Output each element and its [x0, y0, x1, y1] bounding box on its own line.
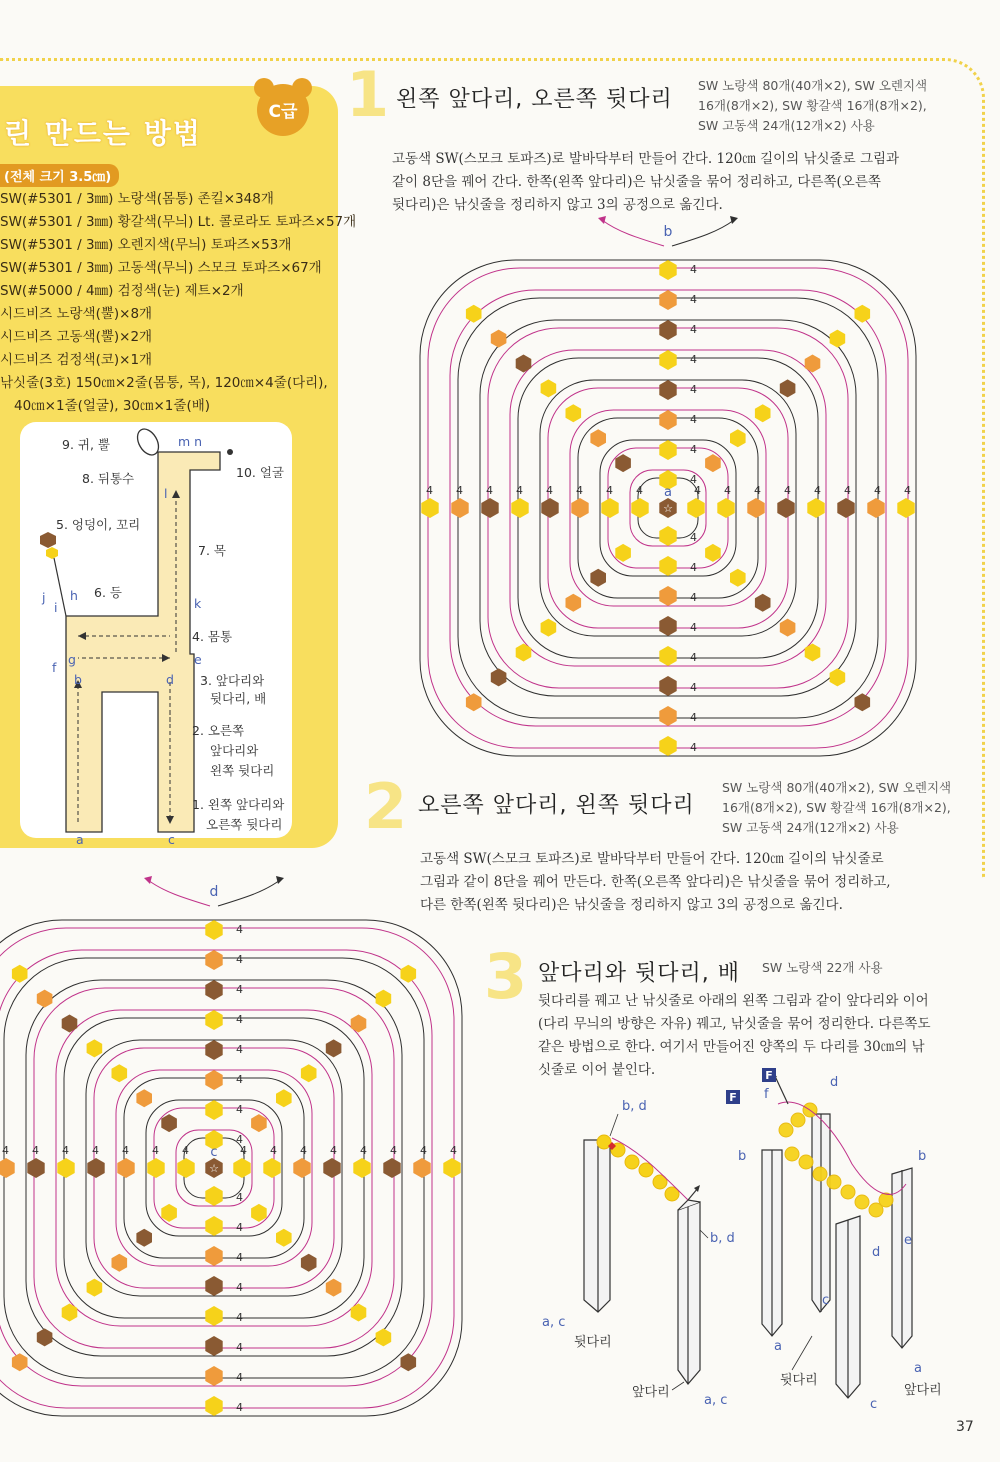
- point-l: l: [164, 486, 168, 501]
- count-label: 4: [152, 1144, 159, 1157]
- step3-right-figure: [722, 1064, 962, 1420]
- step1-number: 1: [346, 58, 390, 131]
- count-label: 4: [236, 1043, 243, 1056]
- point-a: a: [76, 832, 84, 847]
- center-label: a: [664, 485, 672, 500]
- count-label: 4: [690, 323, 697, 336]
- bead: [326, 1279, 342, 1297]
- bead: [293, 1158, 310, 1178]
- step2-bead-diagram: [0, 872, 480, 1422]
- fig-label: 뒷다리: [780, 1373, 818, 1388]
- bead: [855, 305, 871, 323]
- bead: [659, 410, 676, 430]
- fig-label: F: [765, 1069, 773, 1082]
- bead: [205, 1336, 222, 1356]
- bead: [659, 440, 676, 460]
- fig-label: b: [738, 1149, 747, 1164]
- count-label: 4: [636, 484, 643, 497]
- bead: [161, 1204, 177, 1222]
- fig-label: b, d: [622, 1099, 647, 1114]
- bead: [837, 498, 854, 518]
- bead: [136, 1229, 152, 1247]
- fig-label: c: [822, 1293, 830, 1308]
- step2-title: 오른쪽 앞다리, 왼쪽 뒷다리: [418, 793, 695, 818]
- label-step5: 5. 엉덩이, 꼬리: [56, 517, 141, 532]
- fig-label: 앞다리: [904, 1383, 942, 1398]
- count-label: 4: [690, 651, 697, 664]
- point-mn: m n: [178, 434, 203, 449]
- point-c: c: [168, 832, 175, 847]
- count-label: 4: [236, 1103, 243, 1116]
- bead: [205, 1070, 222, 1090]
- bead: [443, 1158, 460, 1178]
- bead: [687, 498, 704, 518]
- label-step8: 8. 뒤통수: [82, 471, 135, 486]
- count-label: 4: [330, 1144, 337, 1157]
- material-item: 40㎝×1줄(얼굴), 30㎝×1줄(배): [14, 398, 211, 414]
- bead: [466, 693, 482, 711]
- count-label: 4: [236, 1221, 243, 1234]
- bead: [659, 526, 676, 546]
- bead: [401, 1353, 417, 1371]
- bead: [205, 1306, 222, 1326]
- bead: [161, 1114, 177, 1132]
- bead: [631, 498, 648, 518]
- giraffe-schematic: [20, 422, 292, 847]
- arrowhead: [276, 876, 284, 884]
- materials-list: [0, 188, 356, 418]
- center-star-icon: ☆: [663, 502, 673, 515]
- bead: [566, 404, 582, 422]
- material-item: SW(#5301 / 3㎜) 노랑색(몸통) 존킬×348개: [0, 191, 274, 207]
- bead: [353, 1158, 370, 1178]
- bead: [491, 330, 507, 348]
- fig-label: 앞다리: [632, 1385, 670, 1400]
- bead: [897, 498, 914, 518]
- count-label: 4: [814, 484, 821, 497]
- bead: [755, 404, 771, 422]
- bead: [659, 556, 676, 576]
- count-label: 4: [904, 484, 911, 497]
- label-step10: 10. 얼굴: [236, 465, 285, 480]
- count-label: 4: [450, 1144, 457, 1157]
- count-label: 4: [576, 484, 583, 497]
- thread-end-arrow: [602, 220, 664, 246]
- label-step2c: 왼쪽 뒷다리: [210, 763, 275, 778]
- count-label: 4: [236, 923, 243, 936]
- count-label: 4: [754, 484, 761, 497]
- fig-label: d: [830, 1075, 839, 1090]
- bead: [87, 1158, 104, 1178]
- arrowhead: [144, 876, 152, 884]
- bead: [376, 990, 392, 1008]
- step2-number: 2: [364, 770, 408, 843]
- fig-label: b: [918, 1149, 927, 1164]
- count-label: 4: [516, 484, 523, 497]
- bead: [730, 569, 746, 587]
- material-item: SW(#5301 / 3㎜) 황갈색(무늬) Lt. 콜로라도 토파즈×57개: [0, 214, 357, 230]
- bead: [62, 1015, 78, 1033]
- bead: [62, 1304, 78, 1322]
- bead: [659, 646, 676, 666]
- fig-label: F: [729, 1091, 737, 1104]
- step3-instructions: 뒷다리를 꿰고 난 낚싯줄로 아래의 왼쪽 그림과 같이 앞다리와 이어 (다리 무늬의 방향은 자유) 꿰고, 낚싯줄을 묶어 정리한다. 다른쪽도 같은 방법으로 한다. 여기서 만들어진 양쪽의 두 다리를 30㎝의 낚 싯줄로 이어 붙인다.: [538, 993, 931, 1078]
- fig-label: 뒷다리: [574, 1335, 612, 1350]
- bead: [451, 498, 468, 518]
- bead: [516, 355, 532, 373]
- top-label: b: [663, 224, 673, 240]
- count-label: 4: [236, 1013, 243, 1026]
- count-label: 4: [236, 1341, 243, 1354]
- bead: [855, 693, 871, 711]
- count-label: 4: [236, 1371, 243, 1384]
- label-step4: 4. 몸통: [192, 629, 233, 644]
- bead: [705, 454, 721, 472]
- bead: [301, 1064, 317, 1082]
- count-label: 4: [690, 353, 697, 366]
- count-label: 4: [92, 1144, 99, 1157]
- thread-end-arrow: [218, 880, 280, 906]
- step1-title: 왼쪽 앞다리, 오른쪽 뒷다리: [396, 87, 673, 112]
- bead: [659, 736, 676, 756]
- count-label: 4: [690, 741, 697, 754]
- count-label: 4: [690, 621, 697, 634]
- bead: [755, 594, 771, 612]
- label-step2b: 앞다리와: [210, 743, 259, 758]
- point-b: b: [74, 672, 82, 687]
- center-star-icon: ☆: [209, 1162, 219, 1175]
- count-label: 4: [690, 263, 697, 276]
- arrowhead: [730, 216, 738, 224]
- count-label: 4: [690, 443, 697, 456]
- count-label: 4: [456, 484, 463, 497]
- count-label: 4: [2, 1144, 9, 1157]
- bead: [351, 1015, 367, 1033]
- count-label: 4: [690, 531, 697, 544]
- point-j: j: [42, 590, 46, 605]
- bead: [780, 619, 796, 637]
- bead: [491, 668, 507, 686]
- bead: [590, 569, 606, 587]
- count-label: 4: [690, 711, 697, 724]
- fig-label: a, c: [542, 1315, 566, 1330]
- bead: [147, 1158, 164, 1178]
- count-label: 4: [236, 1251, 243, 1264]
- bead: [867, 498, 884, 518]
- material-item: SW(#5301 / 3㎜) 고동색(무늬) 스모크 토파즈×67개: [0, 260, 322, 276]
- count-label: 4: [690, 681, 697, 694]
- count-label: 4: [390, 1144, 397, 1157]
- fig-label: c: [870, 1397, 878, 1412]
- label-step6: 6. 등: [94, 585, 122, 600]
- material-item: SW(#5301 / 3㎜) 오렌지색(무늬) 토파즈×53개: [0, 237, 292, 253]
- count-label: 4: [690, 383, 697, 396]
- bead: [276, 1229, 292, 1247]
- point-d: d: [166, 672, 174, 687]
- material-item: 시드비즈 검정색(코)×1개: [0, 352, 153, 368]
- bead: [351, 1304, 367, 1322]
- count-label: 4: [122, 1144, 129, 1157]
- top-label: d: [209, 884, 219, 900]
- label-step3a: 3. 앞다리와: [200, 673, 265, 688]
- bead: [251, 1114, 267, 1132]
- bead: [780, 379, 796, 397]
- bead: [413, 1158, 430, 1178]
- count-label: 4: [784, 484, 791, 497]
- bead: [830, 330, 846, 348]
- bead: [301, 1254, 317, 1272]
- material-item: SW(#5000 / 4㎜) 검정색(눈) 제트×2개: [0, 283, 244, 299]
- bead: [177, 1158, 194, 1178]
- bead: [807, 498, 824, 518]
- bead: [205, 1276, 222, 1296]
- bead: [326, 1039, 342, 1057]
- point-f: f: [52, 660, 57, 675]
- count-label: 4: [694, 484, 701, 497]
- count-label: 4: [62, 1144, 69, 1157]
- arrowhead: [598, 216, 606, 224]
- count-label: 4: [300, 1144, 307, 1157]
- bead: [57, 1158, 74, 1178]
- count-label: 4: [724, 484, 731, 497]
- bead: [205, 1100, 222, 1120]
- bead: [481, 498, 498, 518]
- label-step9: 9. 귀, 뿔: [62, 437, 110, 452]
- bead: [37, 1328, 53, 1346]
- fig-label: d: [872, 1245, 881, 1260]
- count-label: 4: [606, 484, 613, 497]
- bead: [233, 1158, 250, 1178]
- bead: [205, 980, 222, 1000]
- count-label: 4: [236, 1281, 243, 1294]
- bead: [705, 544, 721, 562]
- bead: [276, 1089, 292, 1107]
- bead: [571, 498, 588, 518]
- bead: [601, 498, 618, 518]
- step1-materials: SW 노랑색 80개(40개×2), SW 오렌지색 16개(8개×2), SW 황갈색 16개(8개×2), SW 고동색 24개(12개×2) 사용: [698, 78, 928, 133]
- step3-number: 3: [484, 940, 528, 1013]
- bead: [323, 1158, 340, 1178]
- bead: [516, 644, 532, 662]
- count-label: 4: [240, 1144, 247, 1157]
- bead: [659, 706, 676, 726]
- label-step3b: 뒷다리, 배: [210, 691, 267, 706]
- bead: [541, 498, 558, 518]
- count-label: 4: [420, 1144, 427, 1157]
- material-item: 낚싯줄(3호) 150㎝×2줄(몸통, 목), 120㎝×4줄(다리),: [0, 375, 328, 391]
- count-label: 4: [236, 1311, 243, 1324]
- bead: [730, 429, 746, 447]
- count-label: 4: [236, 1073, 243, 1086]
- label-step1a: 1. 왼쪽 앞다리와: [192, 797, 285, 812]
- label-step2a: 2. 오른쪽: [192, 723, 245, 738]
- step1-bead-diagram: [400, 216, 940, 761]
- step2-instructions: 고동색 SW(스모크 토파즈)로 발바닥부터 만들어 간다. 120㎝ 길이의 낚싯줄로 그림과 같이 8단을 꿰어 만든다. 한쪽(오른쪽 앞다리)은 낚싯줄을 묶어 정리하고, 다른 한쪽(왼쪽 뒷다리)은 낚싯줄을 정리하지 않고 3의 공정으로 옮긴다.: [420, 851, 891, 913]
- bead: [205, 1010, 222, 1030]
- step1-instructions: 고동색 SW(스모크 토파즈)로 발바닥부터 만들어 간다. 120㎝ 길이의 낚싯줄로 그림과 같이 8단을 꿰어 간다. 한쪽(왼쪽 앞다리)은 낚싯줄을 묶어 정리하고, 다른쪽(오른쪽 뒷다리)은 낚싯줄을 정리하지 않고 3의 공정으로 옮긴다.: [392, 151, 900, 213]
- bead: [251, 1204, 267, 1222]
- count-label: 4: [690, 413, 697, 426]
- count-label: 4: [270, 1144, 277, 1157]
- step3-materials: SW 노랑색 22개 사용: [762, 960, 883, 975]
- bead: [747, 498, 764, 518]
- point-e: e: [194, 652, 202, 667]
- bead: [12, 1353, 28, 1371]
- bead: [205, 1396, 222, 1416]
- count-label: 4: [546, 484, 553, 497]
- count-label: 4: [236, 1401, 243, 1414]
- count-label: 4: [874, 484, 881, 497]
- bear-grade-badge: [252, 75, 314, 137]
- fig-label: a: [914, 1361, 922, 1376]
- count-label: 4: [236, 1133, 243, 1146]
- count-label: 4: [690, 561, 697, 574]
- material-item: 시드비즈 고동색(뿔)×2개: [0, 329, 153, 345]
- fig-label: f: [764, 1087, 769, 1102]
- bead: [777, 498, 794, 518]
- count-label: 4: [236, 953, 243, 966]
- bead: [401, 965, 417, 983]
- materials-title: 린 만드는 방법: [4, 117, 202, 150]
- bead: [205, 1366, 222, 1386]
- bead: [205, 950, 222, 970]
- bead: [37, 990, 53, 1008]
- bead: [136, 1089, 152, 1107]
- bead: [27, 1158, 44, 1178]
- bead: [466, 305, 482, 323]
- bead: [112, 1254, 128, 1272]
- bead: [717, 498, 734, 518]
- bead: [830, 668, 846, 686]
- bead: [112, 1064, 128, 1082]
- count-label: 4: [844, 484, 851, 497]
- bead: [511, 498, 528, 518]
- fig-label: e: [904, 1233, 912, 1248]
- point-i: i: [54, 600, 58, 615]
- bead: [541, 619, 557, 637]
- material-item: 시드비즈 노랑색(뿔)×8개: [0, 306, 153, 322]
- count-label: 4: [426, 484, 433, 497]
- bead: [205, 1040, 222, 1060]
- bead: [659, 616, 676, 636]
- count-label: 4: [236, 983, 243, 996]
- bead: [87, 1039, 103, 1057]
- bead: [205, 920, 222, 940]
- bead: [263, 1158, 280, 1178]
- step3-title: 앞다리와 뒷다리, 배: [538, 961, 740, 986]
- bead: [659, 260, 676, 280]
- point-h: h: [70, 588, 78, 603]
- point-g: g: [68, 652, 76, 667]
- bead: [87, 1279, 103, 1297]
- bead: [117, 1158, 134, 1178]
- bead: [615, 544, 631, 562]
- count-label: 4: [690, 591, 697, 604]
- bead: [205, 1216, 222, 1236]
- count-label: 4: [236, 1191, 243, 1204]
- thread-end-arrow: [148, 880, 210, 906]
- label-step7: 7. 목: [198, 543, 226, 558]
- bead: [383, 1158, 400, 1178]
- fig-label: b, d: [710, 1231, 735, 1246]
- fig-label: a: [774, 1339, 782, 1354]
- page-number: 37: [956, 1419, 974, 1435]
- bead: [659, 290, 676, 310]
- bead: [615, 454, 631, 472]
- bead: [421, 498, 438, 518]
- count-label: 4: [690, 473, 697, 486]
- bead: [566, 594, 582, 612]
- grade-label: C급: [268, 102, 298, 122]
- bead: [659, 586, 676, 606]
- bead: [376, 1328, 392, 1346]
- bead: [659, 350, 676, 370]
- fig-label: a, c: [704, 1393, 728, 1408]
- bead: [205, 1186, 222, 1206]
- bead: [590, 429, 606, 447]
- label-step1b: 오른쪽 뒷다리: [206, 817, 283, 832]
- thread-end-arrow: [672, 220, 734, 246]
- count-label: 4: [32, 1144, 39, 1157]
- count-label: 4: [360, 1144, 367, 1157]
- bead: [0, 1158, 15, 1178]
- bead: [659, 676, 676, 696]
- bead: [805, 644, 821, 662]
- center-label: c: [210, 1145, 218, 1160]
- bead: [659, 380, 676, 400]
- count-label: 4: [182, 1144, 189, 1157]
- bead: [659, 320, 676, 340]
- bead: [12, 965, 28, 983]
- step2-materials: SW 노랑색 80개(40개×2), SW 오렌지색 16개(8개×2), SW 황갈색 16개(8개×2), SW 고동색 24개(12개×2) 사용: [722, 780, 952, 835]
- count-label: 4: [690, 293, 697, 306]
- size-label: (전체 크기 3.5㎝): [0, 164, 119, 187]
- bead: [205, 1246, 222, 1266]
- count-label: 4: [486, 484, 493, 497]
- bead: [541, 379, 557, 397]
- point-k: k: [194, 596, 202, 611]
- bead: [805, 355, 821, 373]
